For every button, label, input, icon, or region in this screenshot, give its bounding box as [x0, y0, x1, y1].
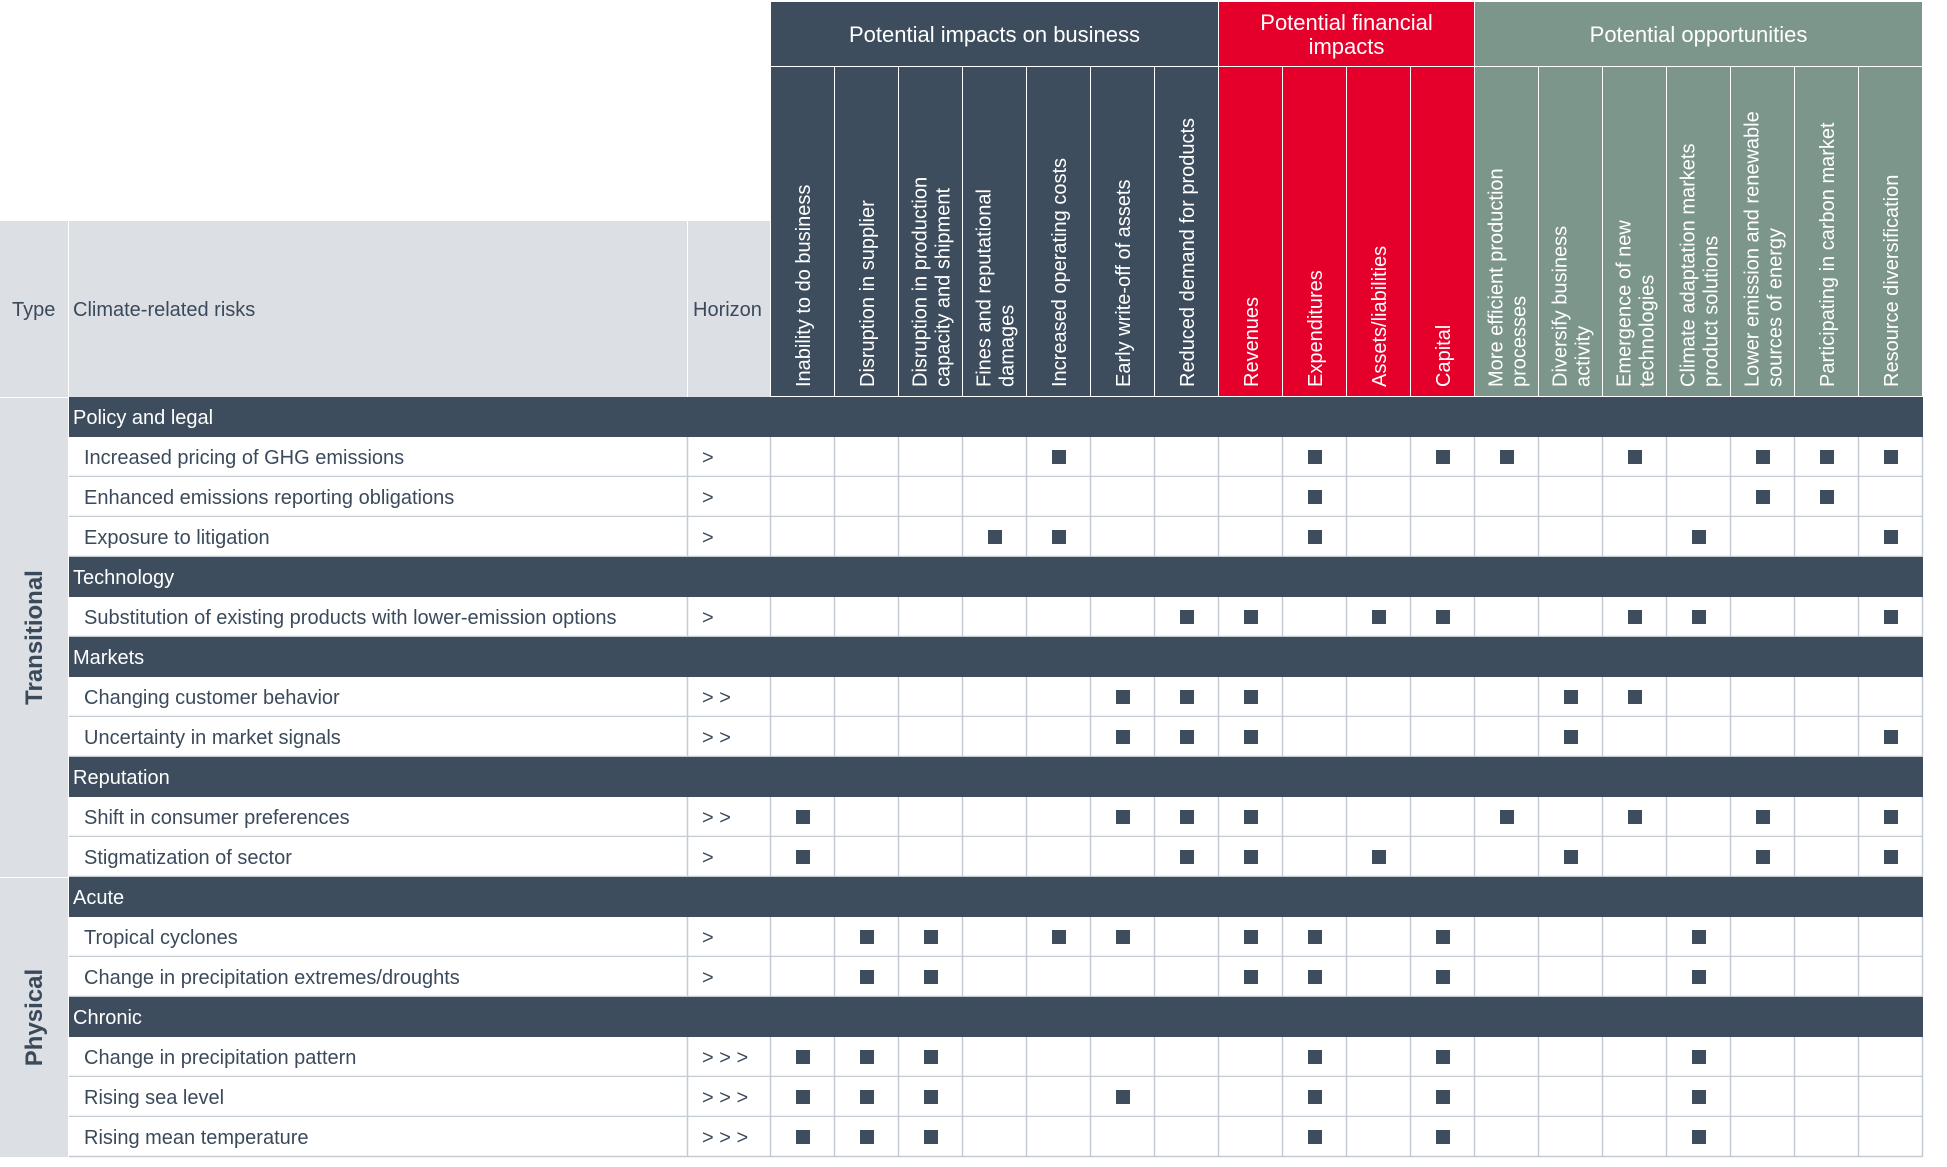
impact-marker: [1564, 730, 1578, 744]
impact-marker: [1052, 450, 1066, 464]
horizon-value: >: [702, 967, 714, 989]
impact-marker: [1308, 970, 1322, 984]
category-label: Acute: [73, 887, 125, 909]
column-header-label: technologies: [1636, 274, 1659, 387]
impact-marker: [1116, 930, 1130, 944]
impact-marker: [860, 930, 874, 944]
impact-marker: [1628, 450, 1642, 464]
category-label: Markets: [73, 647, 145, 669]
impact-marker: [796, 850, 810, 864]
impact-marker: [1564, 690, 1578, 704]
impact-marker: [1692, 1090, 1706, 1104]
impact-marker: [1692, 970, 1706, 984]
impact-marker: [860, 1130, 874, 1144]
risk-label: Changing customer behavior: [84, 687, 340, 709]
impact-marker: [1436, 1090, 1450, 1104]
impact-marker: [1308, 930, 1322, 944]
impact-marker: [1372, 850, 1386, 864]
impact-marker: [1692, 930, 1706, 944]
impact-marker: [1756, 810, 1770, 824]
column-group-title: impacts: [1308, 34, 1385, 59]
risk-label: Stigmatization of sector: [84, 847, 292, 869]
impact-marker: [796, 1050, 810, 1064]
column-group-title: Potential opportunities: [1589, 22, 1808, 47]
impact-marker: [1244, 730, 1258, 744]
impact-marker: [1436, 1130, 1450, 1144]
column-header-label: sources of energy: [1764, 228, 1787, 387]
impact-marker: [1180, 810, 1194, 824]
column-group-title: Potential financial: [1260, 10, 1433, 35]
risk-label: Increased pricing of GHG emissions: [84, 447, 405, 469]
impact-marker: [1308, 1090, 1322, 1104]
risk-label: Substitution of existing products with lower-emission options: [84, 607, 617, 629]
impact-marker: [796, 810, 810, 824]
impact-marker: [1628, 610, 1642, 624]
impact-marker: [1436, 930, 1450, 944]
impact-marker: [1052, 530, 1066, 544]
impact-marker: [1180, 850, 1194, 864]
impact-marker: [1500, 450, 1514, 464]
impact-marker: [1756, 450, 1770, 464]
risk-label: Uncertainty in market signals: [84, 727, 341, 749]
risk-label: Rising sea level: [84, 1087, 225, 1109]
column-header-label: Capital: [1433, 324, 1455, 387]
type-label: Transitional: [21, 570, 48, 705]
impact-marker: [1244, 970, 1258, 984]
risk-row: [69, 677, 1923, 717]
column-header-label: Inability to do business: [793, 184, 815, 387]
column-header-label: Fines and reputational: [973, 189, 996, 387]
risk-label: Change in precipitation extremes/droughts: [84, 967, 460, 989]
impact-marker: [860, 970, 874, 984]
type-label: Physical: [21, 968, 48, 1067]
risk-row: [69, 837, 1923, 877]
column-header-label: processes: [1508, 295, 1531, 387]
impact-marker: [1820, 450, 1834, 464]
impact-marker: [860, 1050, 874, 1064]
impact-marker: [1564, 850, 1578, 864]
horizon-value: > > >: [702, 1047, 749, 1069]
risk-row: [69, 1077, 1923, 1117]
impact-marker: [1820, 490, 1834, 504]
column-header-label: Expenditures: [1305, 270, 1327, 387]
risk-label: Exposure to litigation: [84, 527, 270, 549]
risk-label: Change in precipitation pattern: [84, 1047, 357, 1069]
impact-marker: [1372, 610, 1386, 624]
category-row: [69, 757, 1923, 797]
type-header-label: Type: [12, 299, 56, 321]
horizon-value: >: [702, 487, 714, 509]
column-header-label: activity: [1572, 325, 1595, 387]
category-row: [69, 997, 1923, 1037]
category-label: Chronic: [73, 1007, 142, 1029]
impact-marker: [1116, 1090, 1130, 1104]
impact-marker: [1436, 970, 1450, 984]
horizon-value: > >: [702, 807, 731, 829]
impact-marker: [1884, 450, 1898, 464]
category-row: [69, 637, 1923, 677]
impact-marker: [1180, 730, 1194, 744]
impact-marker: [1244, 810, 1258, 824]
category-row: [69, 877, 1923, 917]
impact-marker: [924, 1050, 938, 1064]
impact-marker: [1756, 850, 1770, 864]
column-header-label: Diversify business: [1549, 225, 1572, 387]
risk-label: Enhanced emissions reporting obligations: [84, 487, 455, 509]
column-header-label: Revenues: [1241, 296, 1263, 387]
horizon-value: > > >: [702, 1087, 749, 1109]
impact-marker: [1692, 1130, 1706, 1144]
impact-marker: [1052, 930, 1066, 944]
column-header-label: Disruption in supplier: [857, 200, 879, 387]
impact-marker: [1436, 1050, 1450, 1064]
risk-label: Shift in consumer preferences: [84, 807, 350, 829]
category-label: Technology: [73, 567, 175, 589]
category-label: Reputation: [73, 767, 170, 789]
column-header-label: Early write-off of assets: [1113, 179, 1135, 387]
impact-marker: [924, 970, 938, 984]
horizon-value: >: [702, 927, 714, 949]
impact-marker: [924, 930, 938, 944]
impact-marker: [1756, 490, 1770, 504]
impact-marker: [1436, 450, 1450, 464]
impact-marker: [1116, 690, 1130, 704]
impact-marker: [1884, 610, 1898, 624]
impact-marker: [1884, 810, 1898, 824]
impact-marker: [1244, 850, 1258, 864]
impact-marker: [924, 1090, 938, 1104]
impact-marker: [1884, 530, 1898, 544]
column-header-label: Reduced demand for products: [1177, 117, 1199, 387]
impact-marker: [1116, 810, 1130, 824]
risk-label: Tropical cyclones: [84, 927, 238, 949]
impact-marker: [1244, 690, 1258, 704]
impact-marker: [1180, 690, 1194, 704]
impact-marker: [796, 1130, 810, 1144]
impact-marker: [1116, 730, 1130, 744]
impact-marker: [796, 1090, 810, 1104]
impact-marker: [1884, 730, 1898, 744]
impact-marker: [860, 1090, 874, 1104]
column-header-label: product solutions: [1700, 235, 1723, 387]
impact-marker: [1692, 1050, 1706, 1064]
impact-marker: [1628, 690, 1642, 704]
column-header-label: Resource diversification: [1881, 174, 1903, 387]
risks-header-label: Climate-related risks: [73, 299, 256, 321]
impact-marker: [1628, 810, 1642, 824]
risk-label: Rising mean temperature: [84, 1127, 309, 1149]
column-header-label: Assets/liabilities: [1369, 245, 1391, 387]
impact-marker: [1500, 810, 1514, 824]
impact-marker: [1308, 490, 1322, 504]
column-header-label: Emergence of new: [1613, 220, 1636, 387]
category-label: Policy and legal: [73, 407, 214, 429]
horizon-value: > >: [702, 687, 731, 709]
category-row: [69, 557, 1923, 597]
column-header-label: Lower emission and renewable: [1741, 111, 1764, 387]
horizon-value: >: [702, 847, 714, 869]
impact-marker: [1436, 610, 1450, 624]
column-header-label: Participating in carbon market: [1817, 122, 1839, 387]
column-header-label: damages: [996, 304, 1019, 387]
column-group-title: Potential impacts on business: [848, 22, 1141, 47]
impact-marker: [1308, 450, 1322, 464]
horizon-value: >: [702, 607, 714, 629]
impact-marker: [1244, 930, 1258, 944]
horizon-value: >: [702, 447, 714, 469]
category-row: [69, 397, 1923, 437]
impact-marker: [988, 530, 1002, 544]
impact-marker: [1308, 1050, 1322, 1064]
risk-row: [69, 717, 1923, 757]
impact-marker: [1244, 610, 1258, 624]
impact-marker: [1884, 850, 1898, 864]
impact-marker: [924, 1130, 938, 1144]
horizon-value: > >: [702, 727, 731, 749]
risk-row: [69, 1117, 1923, 1157]
column-header-label: More efficient production: [1485, 168, 1508, 387]
impact-marker: [1692, 530, 1706, 544]
column-header-label: Climate adaptation markets: [1677, 143, 1700, 387]
column-header-label: Disruption in production: [909, 176, 932, 387]
impact-marker: [1692, 610, 1706, 624]
impact-marker: [1308, 530, 1322, 544]
column-header-label: capacity and shipment: [932, 187, 955, 387]
risk-row: [69, 917, 1923, 957]
impact-marker: [1180, 610, 1194, 624]
horizon-value: > > >: [702, 1127, 749, 1149]
impact-marker: [1308, 1130, 1322, 1144]
column-header-label: Increased operating costs: [1049, 157, 1071, 387]
horizon-value: >: [702, 527, 714, 549]
horizon-header-label: Horizon: [693, 299, 762, 321]
